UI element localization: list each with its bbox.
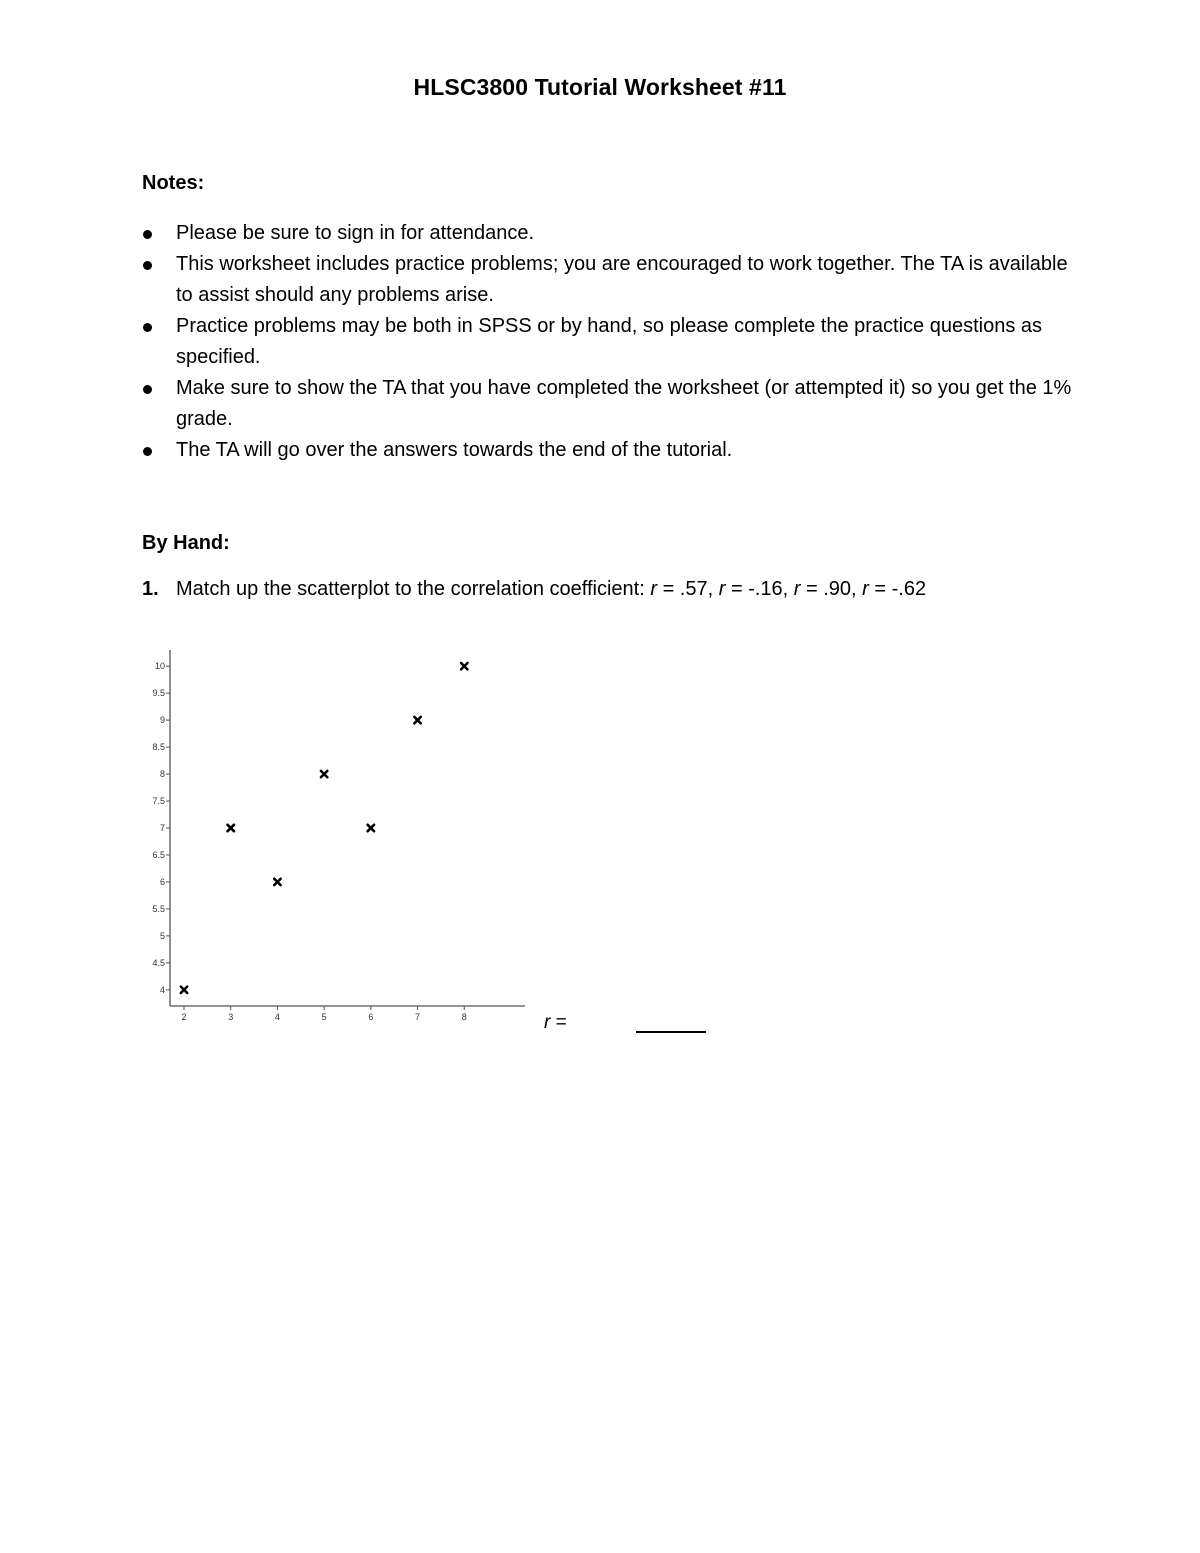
r-symbol: r (718, 578, 726, 600)
y-tick-label: 5.5 (152, 903, 165, 914)
r-symbol: r (650, 578, 658, 600)
x-tick-label: 6 (368, 1012, 374, 1022)
x-tick-label: 2 (181, 1012, 187, 1022)
answer-label (544, 1012, 567, 1034)
question-1 (142, 578, 926, 601)
list-item (142, 373, 1072, 435)
note-text: This worksheet includes practice problems; you are encouraged to work together. The TA is available to assist should any problems arise. (176, 253, 1068, 306)
y-tick-label: 7.5 (152, 796, 165, 807)
x-tick-label: 3 (228, 1012, 234, 1022)
answer-equals: = (550, 1012, 567, 1033)
y-tick-label: 6 (159, 876, 165, 887)
bullet-icon (143, 385, 152, 394)
x-tick-label: 5 (321, 1012, 327, 1022)
x-tick-label: 7 (415, 1012, 421, 1022)
x-tick-label: 8 (461, 1012, 467, 1022)
r-symbol: r (862, 578, 869, 600)
y-tick-label: 5 (159, 930, 165, 941)
notes-list (142, 218, 1072, 466)
y-tick-label: 7 (159, 823, 165, 833)
list-item (142, 249, 1072, 311)
data-point (461, 663, 467, 669)
y-tick-label: 9.5 (152, 688, 165, 699)
data-point (321, 771, 327, 777)
notes-heading: Notes: (142, 172, 205, 194)
data-point (274, 879, 280, 885)
bullet-icon (143, 323, 152, 332)
question-text: Match up the scatterplot to the correlation coefficient: (176, 578, 645, 600)
bullet-icon (143, 230, 152, 239)
by-hand-heading: By Hand: (142, 532, 230, 554)
r-option: = .57, (657, 578, 719, 600)
answer-blank-line[interactable] (636, 1031, 706, 1033)
y-tick-label: 9 (159, 715, 165, 726)
note-text: The TA will go over the answers towards the end of the tutorial. (176, 439, 733, 461)
list-item (142, 218, 1072, 249)
list-item (142, 311, 1072, 373)
r-option: = -.62 (868, 578, 927, 600)
scatterplot (140, 640, 540, 1030)
list-item (142, 435, 1072, 466)
data-point (181, 987, 187, 993)
note-text: Please be sure to sign in for attendance. (176, 222, 535, 244)
data-point (368, 825, 374, 831)
y-tick-label: 4 (159, 984, 165, 995)
data-point (228, 825, 234, 831)
note-text: Make sure to show the TA that you have completed the worksheet (or attempted it) so you get the 1% grade. (176, 377, 1072, 430)
data-point (414, 717, 420, 723)
r-symbol: r (793, 578, 801, 600)
page-title: HLSC3800 Tutorial Worksheet #11 (413, 74, 787, 100)
y-tick-label: 8.5 (152, 742, 165, 753)
y-tick-label: 6.5 (152, 849, 165, 860)
y-tick-label: 4.5 (152, 957, 165, 968)
y-tick-label: 10 (154, 661, 165, 672)
r-option: = .90, (800, 578, 863, 600)
answer-r-symbol: r (544, 1012, 551, 1033)
question-number: 1. (142, 578, 159, 600)
bullet-icon (143, 261, 152, 270)
r-option: = -.16, (725, 578, 794, 600)
bullet-icon (143, 447, 152, 456)
note-text: Practice problems may be both in SPSS or by hand, so please complete the practice questions as specified. (176, 315, 1043, 368)
x-tick-label: 4 (274, 1012, 280, 1022)
y-tick-label: 8 (159, 769, 165, 780)
